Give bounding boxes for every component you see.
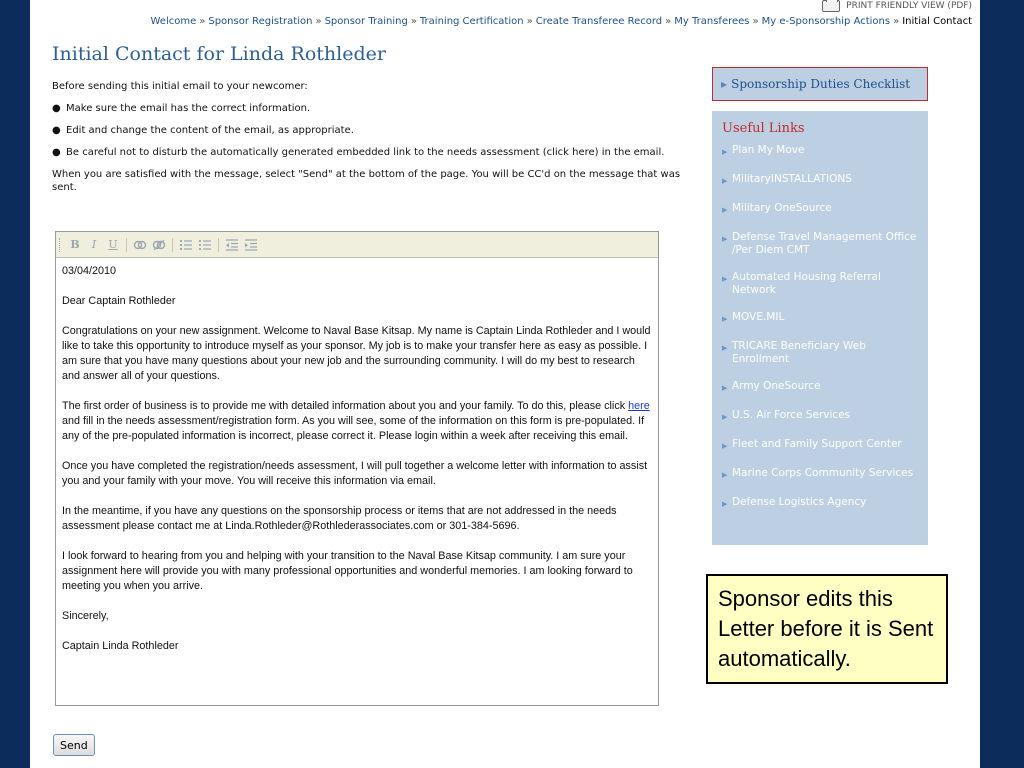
- bullet-icon: ●: [52, 125, 61, 136]
- arrow-right-icon: ▶: [722, 235, 728, 243]
- bullet-icon: ●: [52, 103, 61, 114]
- email-closing: Sincerely,: [62, 610, 109, 622]
- arrow-right-icon: ▶: [722, 315, 728, 323]
- arrow-right-icon: ▶: [722, 344, 728, 352]
- useful-link[interactable]: [722, 144, 918, 159]
- useful-link-label: Fleet and Family Support Center: [732, 438, 902, 450]
- useful-link[interactable]: [722, 438, 918, 453]
- breadcrumb-link[interactable]: My Transferees: [674, 16, 750, 27]
- remove-link-icon[interactable]: [151, 237, 167, 253]
- bulleted-list-icon[interactable]: [197, 237, 213, 253]
- arrow-right-icon: ▶: [722, 471, 728, 479]
- page-title: Initial Contact for Linda Rothleder: [52, 43, 386, 65]
- useful-link[interactable]: [722, 202, 918, 217]
- useful-link-label: Army OneSource: [732, 380, 821, 392]
- email-signature: Captain Linda Rothleder: [62, 640, 179, 652]
- useful-link[interactable]: [722, 467, 918, 482]
- breadcrumb-separator: »: [526, 16, 533, 27]
- email-editor: [55, 231, 659, 706]
- breadcrumb-separator: »: [893, 16, 900, 27]
- instruction-bullet: [52, 124, 692, 137]
- indent-icon[interactable]: [243, 237, 259, 253]
- underline-button[interactable]: U: [108, 238, 118, 251]
- needs-assessment-link[interactable]: here: [628, 400, 650, 412]
- bullet-text: Make sure the email has the correct information.: [66, 103, 311, 114]
- breadcrumb-separator: »: [665, 16, 672, 27]
- checklist-label: Sponsorship Duties Checklist: [731, 77, 911, 91]
- page-content: [30, 0, 980, 768]
- email-paragraph: In the meantime, if you have any questions on the sponsorship process or items that are not addressed in the needs assessment please contact me at Linda.Rothleder@Rothlederassociates.com or 301-384-5696.: [62, 505, 617, 532]
- useful-link[interactable]: [722, 231, 918, 257]
- useful-links-title: Useful Links: [722, 121, 805, 136]
- send-button[interactable]: Send: [53, 734, 95, 756]
- breadcrumb-current: Initial Contact: [902, 16, 972, 27]
- useful-link[interactable]: [722, 173, 918, 188]
- useful-link-label: Defense Logistics Agency: [732, 496, 867, 508]
- breadcrumb-link[interactable]: Sponsor Training: [324, 16, 408, 27]
- instruction-bullet: [52, 102, 692, 115]
- email-paragraph: Congratulations on your new assignment. Welcome to Naval Base Kitsap. My name is Captain Linda Rothleder and I would like to take this opportunity to introduce myself as your sponsor. My job is to make your transfer here as easy as possible. I am sure that you have many questions about your new job and the surrounding community. I will do my best to research and answer all of your questions.: [62, 325, 651, 382]
- breadcrumb-separator: »: [199, 16, 206, 27]
- useful-link-label: Defense Travel Management Office /Per Diem CMT: [732, 231, 917, 256]
- italic-button[interactable]: I: [91, 238, 97, 251]
- print-link-label: PRINT FRIENDLY VIEW (PDF): [846, 1, 972, 11]
- email-text: The first order of business is to provide me with detailed information about you and your family. To do this, please click: [62, 400, 629, 412]
- toolbar-divider: [172, 238, 173, 252]
- email-date: 03/04/2010: [62, 265, 117, 277]
- arrow-right-icon: ▶: [722, 148, 728, 156]
- breadcrumb: [150, 16, 972, 27]
- insert-link-icon[interactable]: [132, 237, 148, 253]
- bullet-icon: ●: [52, 147, 61, 158]
- intro-text: Before sending this initial email to your newcomer:: [52, 81, 308, 92]
- useful-link[interactable]: [722, 311, 918, 326]
- instruction-bullet: [52, 146, 692, 159]
- breadcrumb-link[interactable]: Welcome: [150, 16, 197, 27]
- useful-link-label: Military OneSource: [732, 202, 832, 214]
- useful-link[interactable]: [722, 496, 918, 511]
- arrow-right-icon: ▶: [722, 384, 728, 392]
- arrow-right-icon: ▶: [722, 413, 728, 421]
- useful-link[interactable]: [722, 271, 918, 297]
- breadcrumb-separator: »: [752, 16, 759, 27]
- instructions: [52, 80, 692, 203]
- arrow-right-icon: ▶: [722, 500, 728, 508]
- useful-link[interactable]: [722, 340, 918, 366]
- breadcrumb-link[interactable]: Create Transferee Record: [535, 16, 663, 27]
- toolbar-grip-icon[interactable]: [59, 238, 62, 252]
- useful-link-label: Automated Housing Referral Network: [732, 271, 881, 296]
- useful-link-label: MOVE.MIL: [732, 311, 785, 323]
- arrow-right-icon: ▶: [722, 177, 728, 185]
- sponsorship-checklist-link[interactable]: [712, 67, 928, 101]
- send-instructions: When you are satisfied with the message, select "Send" at the bottom of the page. You will be CC'd on the message that was sent.: [52, 169, 681, 193]
- useful-link-label: Marine Corps Community Services: [732, 467, 914, 479]
- email-paragraph: I look forward to hearing from you and helping with your transition to the Naval Base Kitsap community. I am sure your assignment here will provide you with many professional opportunities and wonderful memories. I am looking forward to meeting you when you arrive.: [62, 550, 633, 592]
- annotation-callout: Sponsor edits this Letter before it is Sent automatically.: [706, 574, 948, 684]
- editor-toolbar: [56, 232, 658, 258]
- breadcrumb-separator: »: [410, 16, 417, 27]
- numbered-list-icon[interactable]: [178, 237, 194, 253]
- printer-icon: [822, 0, 840, 12]
- toolbar-divider: [126, 238, 127, 252]
- email-body[interactable]: [56, 258, 658, 675]
- email-salutation: Dear Captain Rothleder: [62, 295, 176, 307]
- bullet-text: Edit and change the content of the email, as appropriate.: [66, 125, 354, 136]
- email-paragraph: Once you have completed the registration/needs assessment, I will pull together a welcome letter with information to assist you and your family with your move. You will receive this information via email.: [62, 460, 648, 487]
- breadcrumb-link[interactable]: Sponsor Registration: [208, 16, 313, 27]
- breadcrumb-separator: »: [315, 16, 322, 27]
- breadcrumb-link[interactable]: Training Certification: [419, 16, 524, 27]
- bold-button[interactable]: B: [70, 238, 80, 251]
- email-paragraph: [62, 399, 652, 444]
- arrow-right-icon: ▶: [722, 206, 728, 214]
- bullet-text: Be careful not to disturb the automatically generated embedded link to the needs assessment (click here) in the email.: [66, 147, 665, 158]
- outdent-icon[interactable]: [224, 237, 240, 253]
- breadcrumb-link[interactable]: My e-Sponsorship Actions: [761, 16, 891, 27]
- useful-links-panel: [712, 111, 928, 545]
- toolbar-divider: [218, 238, 219, 252]
- arrow-right-icon: ▶: [722, 275, 728, 283]
- useful-link-label: MilitaryINSTALLATIONS: [732, 173, 852, 185]
- print-friendly-link[interactable]: [822, 0, 972, 12]
- useful-link-label: U.S. Air Force Services: [732, 409, 851, 421]
- useful-link[interactable]: [722, 380, 918, 395]
- useful-link[interactable]: [722, 409, 918, 424]
- arrow-right-icon: ▶: [722, 442, 728, 450]
- email-text: and fill in the needs assessment/registration form. As you will see, some of the information on this form is pre-populated. If any of the pre-populated information is incorrect, please correct it. Please login within a week after receiving this email.: [62, 415, 645, 442]
- useful-link-label: TRICARE Beneficiary Web Enrollment: [732, 340, 866, 365]
- arrow-right-icon: ▶: [721, 79, 728, 89]
- useful-link-label: Plan My Move: [732, 144, 805, 156]
